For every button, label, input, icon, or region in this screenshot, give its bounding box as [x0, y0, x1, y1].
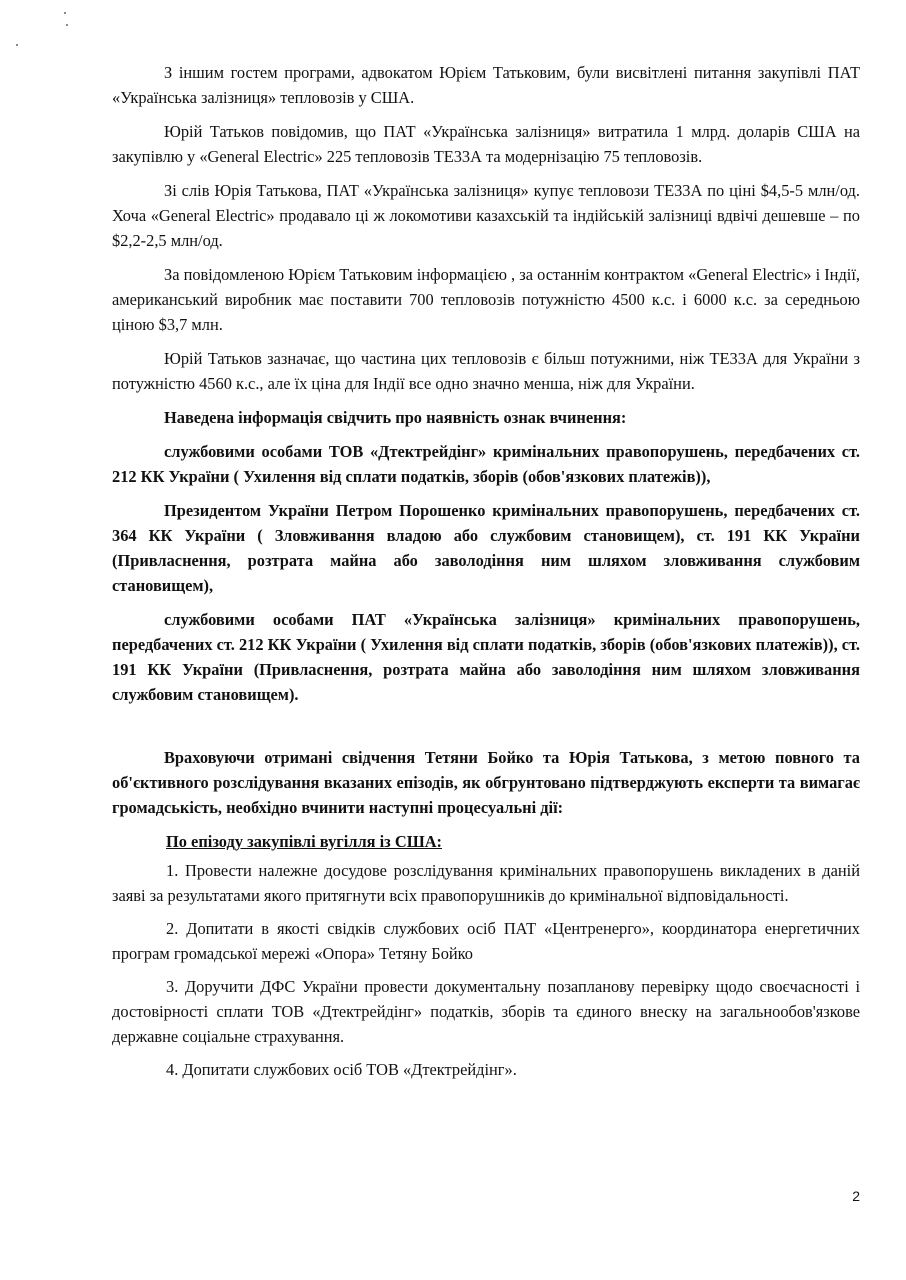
paragraph: Зі слів Юрія Татькова, ПАТ «Українська залізниця» купує тепловози ТЕ33А по ціні $4,5-5 млн/од. Хоча «General Electric» продавало ці ж локомотиви казахській та індійській залізниці вдвічі дешевше – по $2,2-2,5 млн/од. [112, 181, 860, 250]
bold-paragraph: службовими особами ПАТ «Українська залізниця» кримінальних правопорушень, передбачених ст. 212 КК України ( Ухилення від сплати податків, зборів (обов'язкових платежів)), ст. 191 КК України (Привласнення, розтрата майна або заволодіння ним шляхом зловживання службовим становищем). [112, 610, 860, 704]
document-body [112, 60, 860, 1090]
list-item: 4. Допитати службових осіб ТОВ «Дтектрейдінг». [166, 1060, 517, 1079]
bold-paragraph: Враховуючи отримані свідчення Тетяни Бойко та Юрія Татькова, з метою повного та об'єктивного розслідування вказаних епізодів, як обгрунтовано підтверджують експерти та вимагає громадськість, необхідно вчинити наступні процесуальні дії: [112, 748, 860, 817]
scan-speck [16, 44, 18, 46]
bold-paragraph: Наведена інформація свідчить про наявність ознак вчинення: [164, 408, 627, 427]
paragraph: Юрій Татьков зазначає, що частина цих тепловозів є більш потужними, ніж ТЕ33А для України з потужністю 4560 к.с., але їх ціна для Індії все одно значно менша, ніж для України. [112, 349, 860, 393]
section-heading: По епізоду закупівлі вугілля із США: [166, 832, 442, 851]
list-item: 1. Провести належне досудове розслідування кримінальних правопорушень викладених в даній заяві за результатами якого притягнути всіх правопорушників до кримінальної відповідальності. [112, 861, 860, 905]
bold-paragraph: службовими особами ТОВ «Дтектрейдінг» кримінальних правопорушень, передбачених ст. 212 КК України ( Ухилення від сплати податків, зборів (обов'язкових платежів)), [112, 442, 860, 486]
list-item: 2. Допитати в якості свідків службових осіб ПАТ «Центренерго», координатора енергетичних програм громадської мережі «Опора» Тетяну Бойко [112, 919, 860, 963]
paragraph: З іншим гостем програми, адвокатом Юрієм Татьковим, були висвітлені питання закупівлі ПАТ «Українська залізниця» тепловозів у США. [112, 63, 860, 107]
paragraph: За повідомленою Юрієм Татьковим інформацією , за останнім контрактом «General Electric» і Індії, американський виробник має поставити 700 тепловозів потужністю 4500 к.с. і 6000 к.с. за середньою ціною $3,7 млн. [112, 265, 860, 334]
list-item: 3. Доручити ДФС України провести документальну позапланову перевірку щодо своєчасності і достовірності сплати ТОВ «Дтектрейдінг» податків, зборів та єдиного внеску на загальнообов'язкове державне соціальне страхування. [112, 977, 860, 1046]
scan-speck [66, 24, 68, 26]
page-number: 2 [852, 1188, 860, 1204]
bold-paragraph: Президентом України Петром Порошенко кримінальних правопорушень, передбачених ст. 364 КК України ( Зловживання владою або службовим становищем), ст. 191 КК України (Привласнення, розтрата майна або заволодіння ним шляхом зловживання службовим становищем), [112, 501, 860, 595]
paragraph: Юрій Татьков повідомив, що ПАТ «Українська залізниця» витратила 1 млрд. доларів США на закупівлю у «General Electric» 225 тепловозів ТЕ33А та модернізацію 75 тепловозів. [112, 122, 860, 166]
scan-speck [64, 12, 66, 14]
